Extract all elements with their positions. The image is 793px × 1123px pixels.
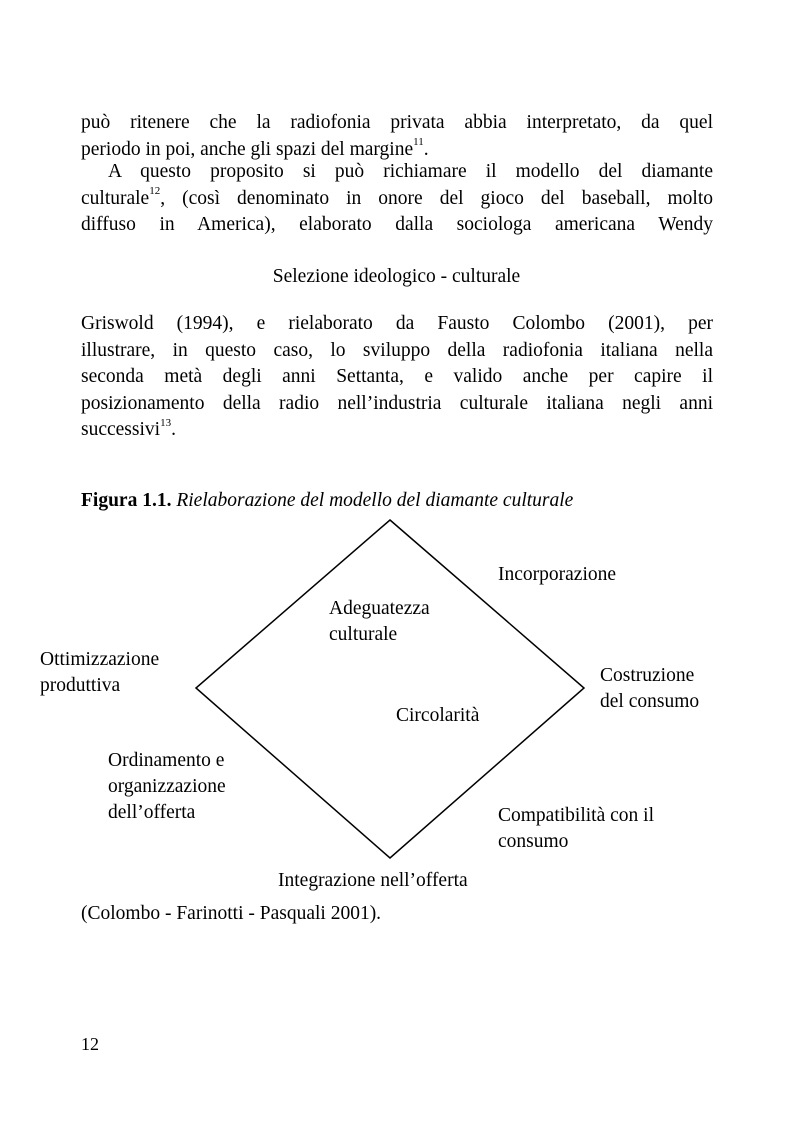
label-ordinamento-line-3: dell’offerta [108, 802, 196, 823]
label-ordinamento-line-1: Ordinamento e [108, 750, 225, 771]
label-ordinamento-line-2: organizzazione [108, 776, 226, 797]
diagram-top-label: Selezione ideologico - culturale [272, 266, 521, 287]
label-ordinamento-offerta [108, 748, 226, 826]
paragraph-1-line-2-end: . [423, 138, 429, 160]
label-adeguatezza-line-1: Adeguatezza [329, 598, 430, 619]
label-compatibilita-line-2: consumo [498, 831, 569, 852]
label-circolarita [396, 703, 479, 729]
paragraph-2-line-2-rest: , (così denominato in onore del gioco del baseball, molto [160, 187, 713, 209]
footnote-ref-13: 13 [160, 416, 172, 429]
paragraph-2-line-1: A questo proposito si può richiamare il modello del diamante [108, 161, 713, 182]
label-integrazione-text: Integrazione nell’offerta [278, 870, 468, 891]
figure-source: (Colombo - Farinotti - Pasquali 2001). [81, 903, 382, 924]
paragraph-3-line-5-end: . [171, 419, 176, 440]
label-costruzione-line-2: del consumo [600, 691, 700, 712]
figure-label: Figura 1.1. [81, 490, 172, 511]
paragraph-3-line-5-text: successivi [81, 419, 161, 440]
label-adeguatezza-culturale [329, 596, 430, 648]
label-integrazione-offerta [278, 868, 468, 894]
paragraph-1-line-2-text: periodo in poi, anche gli spazi del margine [81, 138, 414, 160]
label-ottimizzazione-line-1: Ottimizzazione [40, 649, 160, 670]
label-incorporazione-text: Incorporazione [498, 564, 617, 585]
paragraph-2-line-2-text: culturale [81, 187, 150, 209]
label-incorporazione [498, 562, 616, 588]
label-ottimizzazione-line-2: produttiva [40, 675, 121, 696]
label-ottimizzazione-produttiva [40, 647, 159, 699]
paragraph-3-line-4: posizionamento della radio nell’industria culturale italiana negli anni [81, 392, 713, 414]
paragraph-3-line-3: seconda metà degli anni Settanta, e valido anche per capire il [81, 366, 713, 387]
label-costruzione-line-1: Costruzione [600, 665, 695, 686]
paragraph-2-line-3: diffuso in America), elaborato dalla sociologa americana Wendy [81, 214, 713, 235]
footnote-ref-12: 12 [149, 185, 161, 197]
paragraph-1-line-1: può ritenere che la radiofonia privata abbia interpretato, da quel [81, 112, 713, 133]
paragraph-3-line-1: Griswold (1994), e rielaborato da Fausto Colombo (2001), per [81, 313, 713, 334]
label-adeguatezza-line-2: culturale [329, 624, 398, 645]
label-compatibilita-line-1: Compatibilità con il [498, 805, 654, 826]
page-number: 12 [81, 1034, 99, 1054]
label-compatibilita-consumo [498, 803, 654, 855]
label-costruzione-consumo [600, 663, 699, 715]
paragraph-3-line-2: illustrare, in questo caso, lo sviluppo della radiofonia italiana nella [81, 339, 713, 361]
footnote-ref-11: 11 [413, 136, 424, 148]
label-circolarita-text: Circolarità [396, 705, 480, 726]
figure-title: Rielaborazione del modello del diamante culturale [176, 490, 574, 511]
